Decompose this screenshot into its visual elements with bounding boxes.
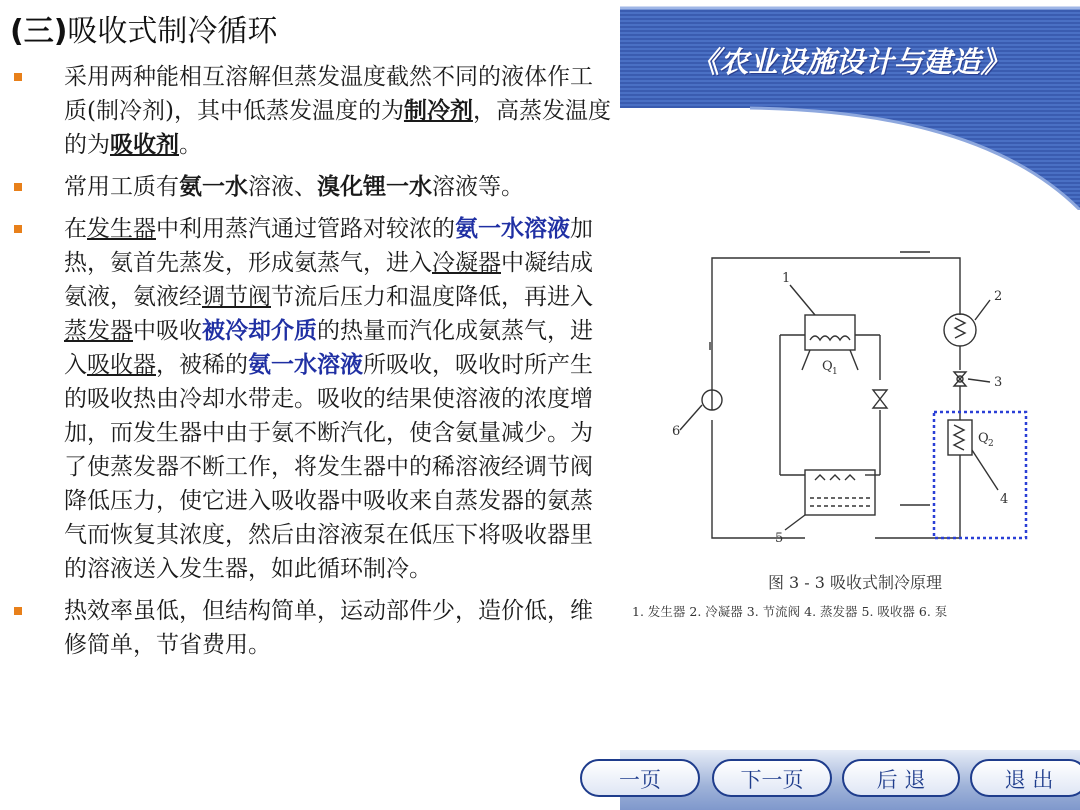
course-banner [620, 0, 1080, 210]
bullet-working-fluid [12, 60, 612, 162]
bullet3-text-3: 加热，氨首先蒸发，形成氨蒸气，进入 [64, 216, 593, 276]
bullet3-text-8: ，被稀的 [156, 352, 248, 378]
diagram-schematic [630, 230, 1080, 560]
bullet3-text-4: 中凝结成氨液，氨液经 [64, 250, 593, 310]
label-q2: Q [978, 431, 989, 446]
pipe-bottom-right [875, 455, 960, 538]
bullet1-text-1: 采用两种能相互溶解但蒸发温度截然不同的液体作工质(制冷剂)，其中低蒸发温度的为 [64, 64, 593, 124]
bullet-list [12, 60, 612, 670]
bullet1-text-3: 。 [179, 132, 202, 158]
keyword-cooled-medium: 被冷却介质 [202, 317, 317, 344]
keyword-absorbent: 吸收剂 [110, 131, 179, 158]
bullet3-text-5: 节流后压力和温度降低，再进入 [271, 284, 593, 310]
banner-background [620, 0, 1080, 210]
figure-caption: 图 3 - 3 吸收式制冷原理 [767, 573, 943, 592]
bullet3-text-9: 所吸收，吸收时所产生的吸收热由冷却水带走。吸收的结果使溶液的浓度增加，而发生器中由于氨不断汽化，使含氨量减少。为了使蒸发器不断工作，将发生器中的稀溶液经调节阀降低压力，使它进入吸收器中吸收来自蒸发器的氨蒸气而恢复其浓度，然后由溶液泵在低压下将吸收器里的溶液送入发生器，如此循环制冷。 [64, 352, 593, 582]
title-prefix: (三) [10, 14, 68, 49]
bullet2-text-3: 溶液等。 [432, 174, 524, 200]
term-evaporator: 蒸发器 [64, 318, 133, 344]
banner-title: 《农业设施设计与建造》 [690, 45, 1010, 79]
term-valve: 调节阀 [202, 284, 271, 310]
label-q1: Q [822, 359, 833, 374]
generator-coil [810, 336, 850, 340]
keyword-ammonia-solution-2: 氨一水溶液 [248, 351, 363, 378]
bullet-common-fluids [12, 170, 612, 204]
bullet3-text-2: 中利用蒸汽通过管路对较浓的 [156, 216, 455, 242]
bullet2-text-1: 常用工质有 [64, 174, 179, 200]
label-3: 3 [994, 375, 1003, 390]
label-q2-sub: 2 [988, 439, 994, 449]
term-generator: 发生器 [87, 216, 156, 242]
label-q1-sub: 1 [832, 367, 838, 377]
keyword-refrigerant: 制冷剂 [403, 97, 473, 124]
absorber [805, 470, 875, 515]
absorption-diagram [630, 230, 1080, 650]
throttle-valve [954, 372, 966, 386]
pipe-bottom-left [712, 420, 805, 538]
gen-valve [873, 390, 887, 408]
label-5: 5 [775, 531, 784, 546]
bullet4-text: 热效率虽低，但结构简单，运动部件少，造价低，维修简单，节省费用。 [64, 598, 593, 658]
bullet2-text-2: 溶液、 [248, 174, 317, 200]
next-page-button[interactable]: 下一页 [712, 759, 832, 797]
bullet1-text-2: ，高蒸发温度的为 [64, 98, 611, 158]
slide-title [10, 6, 277, 50]
figure-legend: 1. 发生器 2. 冷凝器 3. 节流阀 4. 蒸发器 5. 吸收器 6. 泵 [632, 604, 948, 619]
pipe-top [712, 258, 960, 340]
title-text: 吸收式制冷循环 [67, 14, 278, 49]
bullet-marker [14, 183, 22, 191]
prev-page-button[interactable]: 一页 [580, 759, 700, 797]
keyword-ammonia-solution: 氨一水溶液 [455, 215, 570, 242]
bullet3-text-1: 在 [64, 216, 87, 242]
bullet-process [12, 212, 612, 586]
bullet-marker [14, 225, 22, 233]
label-4: 4 [1000, 492, 1009, 507]
label-2: 2 [994, 289, 1003, 304]
term-absorber: 吸收器 [87, 352, 156, 378]
bullet-marker [14, 73, 22, 81]
keyword-libr-water: 溴化锂一水 [317, 173, 432, 200]
nav-bar [620, 750, 1080, 810]
bullet-marker [14, 607, 22, 615]
keyword-ammonia-water: 氨一水 [179, 173, 248, 200]
label-1: 1 [782, 271, 791, 286]
bullet3-text-7: 的热量而汽化成氨蒸气，进入 [64, 318, 593, 378]
generator [805, 315, 855, 350]
exit-button[interactable]: 退 出 [970, 759, 1080, 797]
bullet3-text-6: 中吸收 [133, 318, 202, 344]
back-button[interactable]: 后 退 [842, 759, 960, 797]
term-condenser: 冷凝器 [432, 250, 501, 276]
bullet-advantages [12, 594, 612, 662]
label-6: 6 [672, 424, 681, 439]
